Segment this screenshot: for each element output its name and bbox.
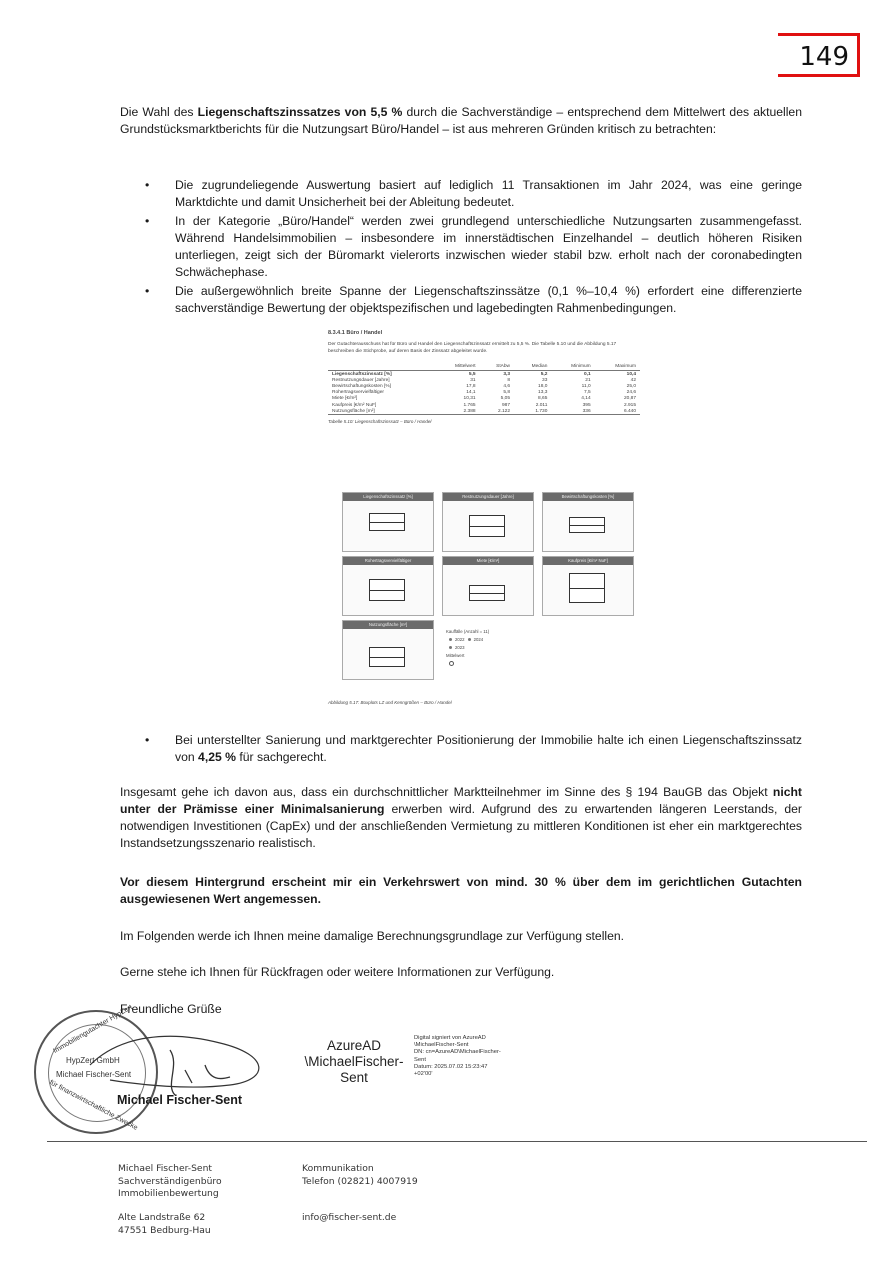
table-cell: 7,5 [583,390,591,396]
table-cell: Kaufpreis [€/m² NuF] [332,402,377,408]
statistics-table [328,363,640,415]
table-cell: 2.915 [623,402,636,408]
table-cell: 31 [470,377,476,383]
panel-title: Kaufpreis [€/m² NuF] [543,557,633,565]
digital-signature-details [414,1035,534,1078]
bullet-list [145,177,802,319]
footer-address [118,1212,211,1237]
dot-icon [468,638,471,641]
legend-entry: 2024 [473,637,484,642]
table-header: Mittelwert [435,363,480,371]
bullet-item [145,213,802,281]
digital-signature-detail: \MichaelFischer-Sent [414,1042,469,1049]
paragraph-bold: nicht unter der Prämisse einer Minimalsanierung [120,785,802,816]
table-cell: 5,05 [500,396,510,402]
table-cell: 1.765 [463,402,476,408]
bullet-dot: • [145,284,150,298]
table-cell: 5,2 [540,371,548,377]
signer-name: Michael Fischer-Sent [117,1093,243,1107]
bullet-text: In der Kategorie „Büro/Handel“ werden zwei grundlegend unterschiedliche Nutzungsarten zusammengefasst. Während Handelsimmobilien – insbesondere im innerstädtischen Einzelhandel – deutlich höheren Risiken unterliegen, zeigt sich der Büromarkt vielerorts inzwischen wieder stabil bzw. erholt nach der coronabedingten Schwächephase. [175,214,802,279]
panel-title: Rohertragsvervielfältiger [343,557,433,565]
digital-signature-detail: Datum: 2025.07.02 15:23:47 [414,1063,488,1070]
bullet-dot: • [145,214,150,228]
table-cell: 4,14 [581,396,591,402]
legend-entry: 2022 [455,637,465,642]
footer-company [118,1163,222,1201]
table-header: Maximum [595,363,640,371]
table-caption: Tabelle 5.10: Liegenschaftszinssatz – Büro / Handel [328,419,432,425]
table-header: Minimum [551,363,594,371]
table-header-row [328,363,640,371]
bullet-item [145,283,802,317]
page-number: 149 [799,42,849,72]
table-cell: Liegenschaftszinssatz [%] [332,371,392,377]
intro-paragraph [120,104,802,138]
bullet-dot: • [145,733,150,747]
dot-icon [449,638,452,641]
table-cell: 4,6 [503,383,510,389]
embedded-report-excerpt [328,330,640,708]
box-shape [369,513,405,531]
table-cell: 25,0 [626,383,636,389]
bullet-text: für sachgerecht. [236,750,327,764]
panel-title: Miete [€/m²] [443,557,533,565]
digital-signature-detail: Digital signiert von AzureAD [414,1035,486,1041]
bullet-item [145,177,802,211]
closing: Freundliche Grüße [120,1002,222,1016]
boxplot-panel [442,492,534,552]
circle-icon [449,661,454,666]
footer-email-block [302,1212,396,1225]
digital-signature-detail: DN: cn=AzureAD\MichaelFischer- [414,1049,501,1056]
paragraph-text: Insgesamt gehe ich davon aus, dass ein durchschnittlicher Marktteilnehmer im Sinne des § 194 BauGB das Objekt [120,785,773,799]
legend-row [446,660,489,668]
table-cell: Restnutzungsdauer [Jahre] [332,377,390,383]
table-cell: 21 [585,377,591,383]
boxplot-panel [342,620,434,680]
footer-line: 47551 Bedburg-Hau [118,1224,211,1236]
stamp-bottom-text: für finanzwirtschaftliche Zwecke [48,1079,139,1132]
table-cell: 6.440 [595,408,640,415]
digital-signature-line: \MichaelFischer- [304,1054,404,1069]
plot-legend [446,628,489,668]
box-shape [469,515,505,537]
table-row [328,371,640,378]
table-cell: 8 [507,377,510,383]
boxplot-grid [342,492,634,678]
intro-text-1: Die Wahl des [120,105,198,119]
table-cell: 20,87 [623,396,636,402]
page-number-box [786,33,860,77]
boxplot-panel [442,556,534,616]
bullet-text: Die außergewöhnlich breite Spanne der Liegenschaftszinssätze (0,1 %–10,4 %) erfordert eine differenzierte sachverständige Bewertung der objektspezifischen und lagebedingten Rahmenbedingungen. [175,284,802,315]
table-cell: 336 [551,408,594,415]
followup-paragraph: Im Folgenden werde ich Ihnen meine damalige Berechnungsgrundlage zur Verfügung stellen. [120,929,625,943]
table-cell: Rohertragsvervielfältiger [332,390,384,396]
table-cell: 18,0 [538,383,548,389]
figure-caption: Abbildung 5.17: Boxplots LZ und Kenngrößen – Büro / Handel [328,700,452,705]
digital-signature-line: Sent [340,1070,368,1085]
box-shape [369,579,405,601]
table-cell: 42 [630,377,636,383]
table-row [328,408,640,415]
table-cell: 10,31 [463,396,476,402]
table-cell: 14,1 [466,390,476,396]
table-cell: Miete [€/m²] [332,396,358,402]
intro-bold: Liegenschaftszinssatzes von 5,5 % [197,105,403,119]
box-shape [469,585,505,601]
table-cell: 3,3 [503,371,510,377]
panel-title: Liegenschaftszinssatz [%] [343,493,433,501]
dot-icon [449,646,452,649]
table-header: Median [514,363,551,371]
legend-mean: Mittelwert [446,653,465,658]
panel-title: Restnutzungsdauer [Jahre] [443,493,533,501]
legend-row [446,644,489,652]
paragraph-text: erwerben wird. Aufgrund des zu erwartenden längeren Leerstands, der notwendigen Investitionen (CapEx) und der anschließenden Vermietung zu mittleren Konditionen ist eher ein marktgerechtes Instandsetzungsszenario realistisch. [120,802,802,850]
table-cell: 8,65 [538,396,548,402]
assessment-paragraph [120,784,802,852]
table-cell: Nutzungsfläche [m²] [328,408,435,415]
footer-line: Immobilienbewertung [118,1188,219,1199]
legend-entry: 2023 [455,645,465,650]
table-cell: Bewirtschaftungskosten [%] [332,383,391,389]
footer-phone: Telefon (02821) 4007919 [302,1175,418,1187]
footer-line: Kommunikation [302,1163,374,1174]
stamp-name: Michael Fischer-Sent [56,1070,132,1079]
digital-signature-block [298,1038,410,1086]
footer-line: Sachverständigenbüro [118,1175,222,1187]
bullet-list-2 [145,732,802,768]
table-cell: 13,3 [538,390,548,396]
footer-line: Michael Fischer-Sent [118,1163,213,1174]
table-cell: 24,6 [626,390,636,396]
box-shape [369,647,405,667]
box-shape [569,573,605,603]
footer-divider [47,1141,867,1142]
table-cell: 987 [501,402,510,408]
table-cell: 11,0 [581,383,591,389]
digital-signature-detail: +02'00' [414,1071,433,1078]
table-cell: 17,8 [466,383,476,389]
table-body [328,371,640,415]
panel-title: Bewirtschaftungskosten [%] [543,493,633,501]
table-cell: 395 [582,402,591,408]
table-cell: 5,5 [468,371,476,377]
footer-email: info@fischer-sent.de [302,1212,397,1223]
figure-text: Der Gutachterausschuss hat für Büro und Handel den Liegenschaftszinssatz ermittelt zu 5,5 %. Die Tabelle 5.10 und die Abbildung 5.17 beschreiben die Stichprobe, auf deren Basis der Zinssatz abgeleitet wurde. [328,342,617,354]
boxplot-panel [542,556,634,616]
stamp-top-text: Immobiliengutachter HypZert [52,1004,134,1055]
bullet-text: Bei unterstellter Sanierung und marktgerechter Positionierung der Immobilie halte ich einen Liegenschaftszinssatz von [175,733,802,764]
table-cell: 2.011 [535,402,548,408]
legend-title: Kauffälle (Anzahl = 11) [446,629,490,634]
intro-text-2: durch die Sachverständige – entsprechend dem Mittelwert des aktuellen Grundstücksmarktberichts für die Nutzungsart Büro/Handel – ist aus mehreren Gründen kritisch zu betrachten: [120,105,802,136]
bullet-dot: • [145,178,150,192]
table-cell: 0,1 [583,371,591,377]
footer-contact [302,1163,418,1188]
table-header [328,363,435,371]
table-cell: 10,4 [626,371,636,377]
bullet-bold: 4,25 % [198,750,236,764]
bullet-item [145,732,802,766]
table-cell: 2.388 [435,408,480,415]
legend-row [446,636,489,644]
table-cell: 1.730 [514,408,551,415]
boxplot-panel [342,556,434,616]
bullet-text: Die zugrundeliegende Auswertung basiert auf lediglich 11 Transaktionen im Jahr 2024, was eine geringe Marktdichte und damit Unsicherheit bei der Ableitung bedeutet. [175,178,802,209]
box-shape [569,517,605,533]
figure-heading: 8.3.4.1 Büro / Handel [328,330,383,336]
digital-signature-line: AzureAD [326,1038,382,1053]
table-cell: 33 [542,377,548,383]
table-header: StAbw [480,363,514,371]
contact-paragraph: Gerne stehe ich Ihnen für Rückfragen oder weitere Informationen zur Verfügung. [120,965,555,979]
table-cell: 2.122 [480,408,514,415]
boxplot-panel [342,492,434,552]
panel-title: Nutzungsfläche [m²] [343,621,433,629]
boxplot-panel [542,492,634,552]
footer-line: Alte Landstraße 62 [118,1212,206,1223]
digital-signature-detail: Sent [414,1056,426,1063]
conclusion-paragraph: Vor diesem Hintergrund erscheint mir ein Verkehrswert von mind. 30 % über dem im gerichtlichen Gutachten ausgewiesenen Wert angemessen. [120,875,802,906]
stamp-company: HypZert GmbH [66,1056,120,1065]
table-cell: 5,8 [503,390,510,396]
